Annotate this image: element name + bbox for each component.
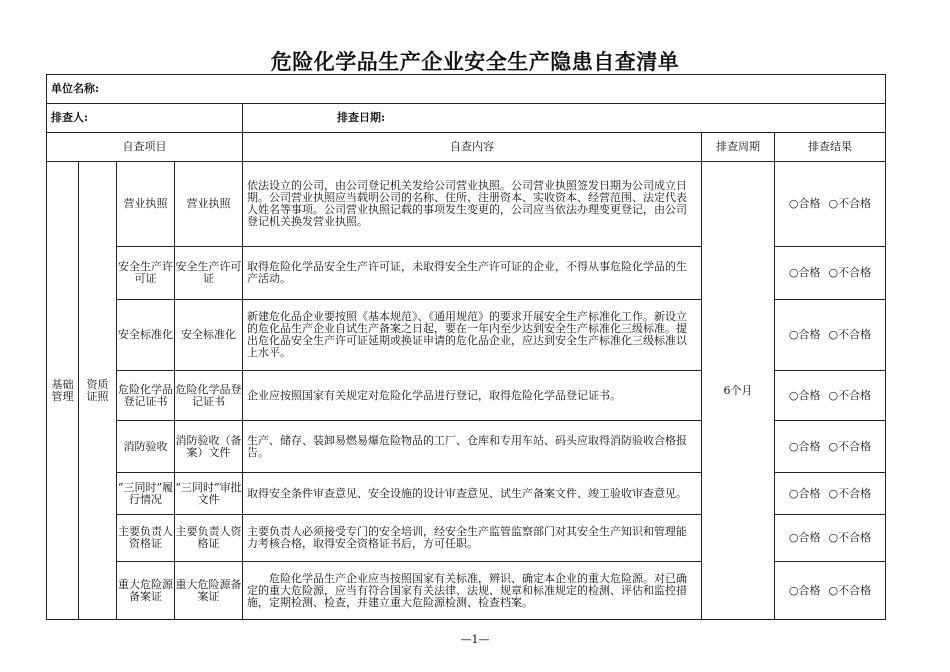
result-options — [775, 421, 886, 473]
header-item: 自查项目 — [47, 133, 243, 162]
fail-radio[interactable]: ○不合格 — [828, 388, 872, 402]
pass-radio[interactable]: ○合格 — [788, 531, 821, 544]
pass-radio[interactable]: ○合格 — [788, 486, 821, 500]
fail-radio[interactable]: ○不合格 — [828, 328, 872, 341]
checklist-table — [46, 74, 886, 620]
fail-radio[interactable]: ○不合格 — [828, 266, 872, 279]
page-title: 危险化学品生产企业安全生产隐患自查清单 — [270, 49, 680, 74]
subcategory-cell: 资质证照 — [79, 162, 117, 620]
item-content: 危险化学品生产企业应当按照国家有关标准，辨识、确定本企业的重大危险源。对已确定的重大危险源，应当有符合国家有关法律、法规、规章和标准规定的检测、评估和监控措施，定期检测、检查，并建立重大危险源检测、检查档案。 — [243, 562, 702, 620]
item-name: 重大危险源备案证 — [117, 562, 175, 620]
subitem-name: 危险化学品登记证书 — [175, 371, 243, 421]
header-content: 自查内容 — [243, 133, 702, 162]
inspector-label: 排查人: — [47, 104, 243, 133]
item-name: 安全标准化 — [117, 300, 175, 371]
table-row — [47, 162, 886, 247]
period-cell: 6个月 — [702, 162, 775, 620]
subitem-name: 主要负责人资格证 — [175, 515, 243, 562]
inspection-date-label: 排查日期: — [243, 104, 886, 133]
fail-radio[interactable]: ○不合格 — [828, 439, 872, 453]
pass-radio[interactable]: ○合格 — [788, 388, 821, 402]
subitem-name: 安全标准化 — [175, 300, 243, 371]
item-content: 生产、储存、装卸易燃易爆危险物品的工厂、仓库和专用车站、码头应取得消防验收合格报告。 — [243, 421, 702, 473]
fail-radio[interactable]: ○不合格 — [828, 583, 872, 597]
pass-radio[interactable]: ○合格 — [788, 328, 821, 341]
result-options — [775, 473, 886, 515]
item-name: 主要负责人资格证 — [117, 515, 175, 562]
result-options — [775, 247, 886, 300]
item-content: 新建危化品企业要按照《基本规范》、《通用规范》的要求开展安全生产标准化工作。新设立的危化品生产企业自试生产备案之日起，要在一年内至少达到安全生产标准化三级标准。提出危化品安全生产许可证延期或换证申请的危化品企业，应达到安全生产标准化三级标准以上水平。 — [243, 300, 702, 371]
item-name: “三同时”履行情况 — [117, 473, 175, 515]
pass-radio[interactable]: ○合格 — [788, 266, 821, 279]
page-number: —1— — [460, 633, 490, 646]
item-content: 企业应按照国家有关规定对危险化学品进行登记，取得危险化学品登记证书。 — [243, 371, 702, 421]
header-result: 排查结果 — [775, 133, 886, 162]
item-content: 依法设立的公司，由公司登记机关发给公司营业执照。公司营业执照签发日期为公司成立日期。公司营业执照应当载明公司的名称、住所、注册资本、实收资本、经营范围、法定代表人姓名等事项。公司营业执照记载的事项发生变更的，公司应当依法办理变更登记，由公司登记机关换发营业执照。 — [243, 162, 702, 247]
subitem-name: “三同时”审批文件 — [175, 473, 243, 515]
fail-radio[interactable]: ○不合格 — [828, 197, 872, 210]
subitem-name: 营业执照 — [175, 162, 243, 247]
result-options — [775, 562, 886, 620]
item-name: 安全生产许可证 — [117, 247, 175, 300]
category-cell: 基础管理 — [47, 162, 79, 620]
result-options — [775, 300, 886, 371]
pass-radio[interactable]: ○合格 — [788, 197, 821, 210]
subitem-name: 消防验收（备案）文件 — [175, 421, 243, 473]
result-options — [775, 162, 886, 247]
item-name: 营业执照 — [117, 162, 175, 247]
result-options — [775, 371, 886, 421]
result-options — [775, 515, 886, 562]
subitem-name: 安全生产许可证 — [175, 247, 243, 300]
item-name: 危险化学品登记证书 — [117, 371, 175, 421]
pass-radio[interactable]: ○合格 — [788, 583, 821, 597]
fail-radio[interactable]: ○不合格 — [828, 486, 872, 500]
item-content: 取得安全条件审查意见、安全设施的设计审查意见、试生产备案文件、竣工验收审查意见。 — [243, 473, 702, 515]
item-content: 主要负责人必须接受专门的安全培训，经安全生产监管监察部门对其安全生产知识和管理能力考核合格，取得安全资格证书后，方可任职。 — [243, 515, 702, 562]
unit-name-label: 单位名称: — [47, 75, 886, 104]
item-content: 取得危险化学品安全生产许可证，未取得安全生产许可证的企业，不得从事危险化学品的生产活动。 — [243, 247, 702, 300]
fail-radio[interactable]: ○不合格 — [828, 531, 872, 544]
pass-radio[interactable]: ○合格 — [788, 439, 821, 453]
subitem-name: 重大危险源备案证 — [175, 562, 243, 620]
header-period: 排查周期 — [702, 133, 775, 162]
item-name: 消防验收 — [117, 421, 175, 473]
